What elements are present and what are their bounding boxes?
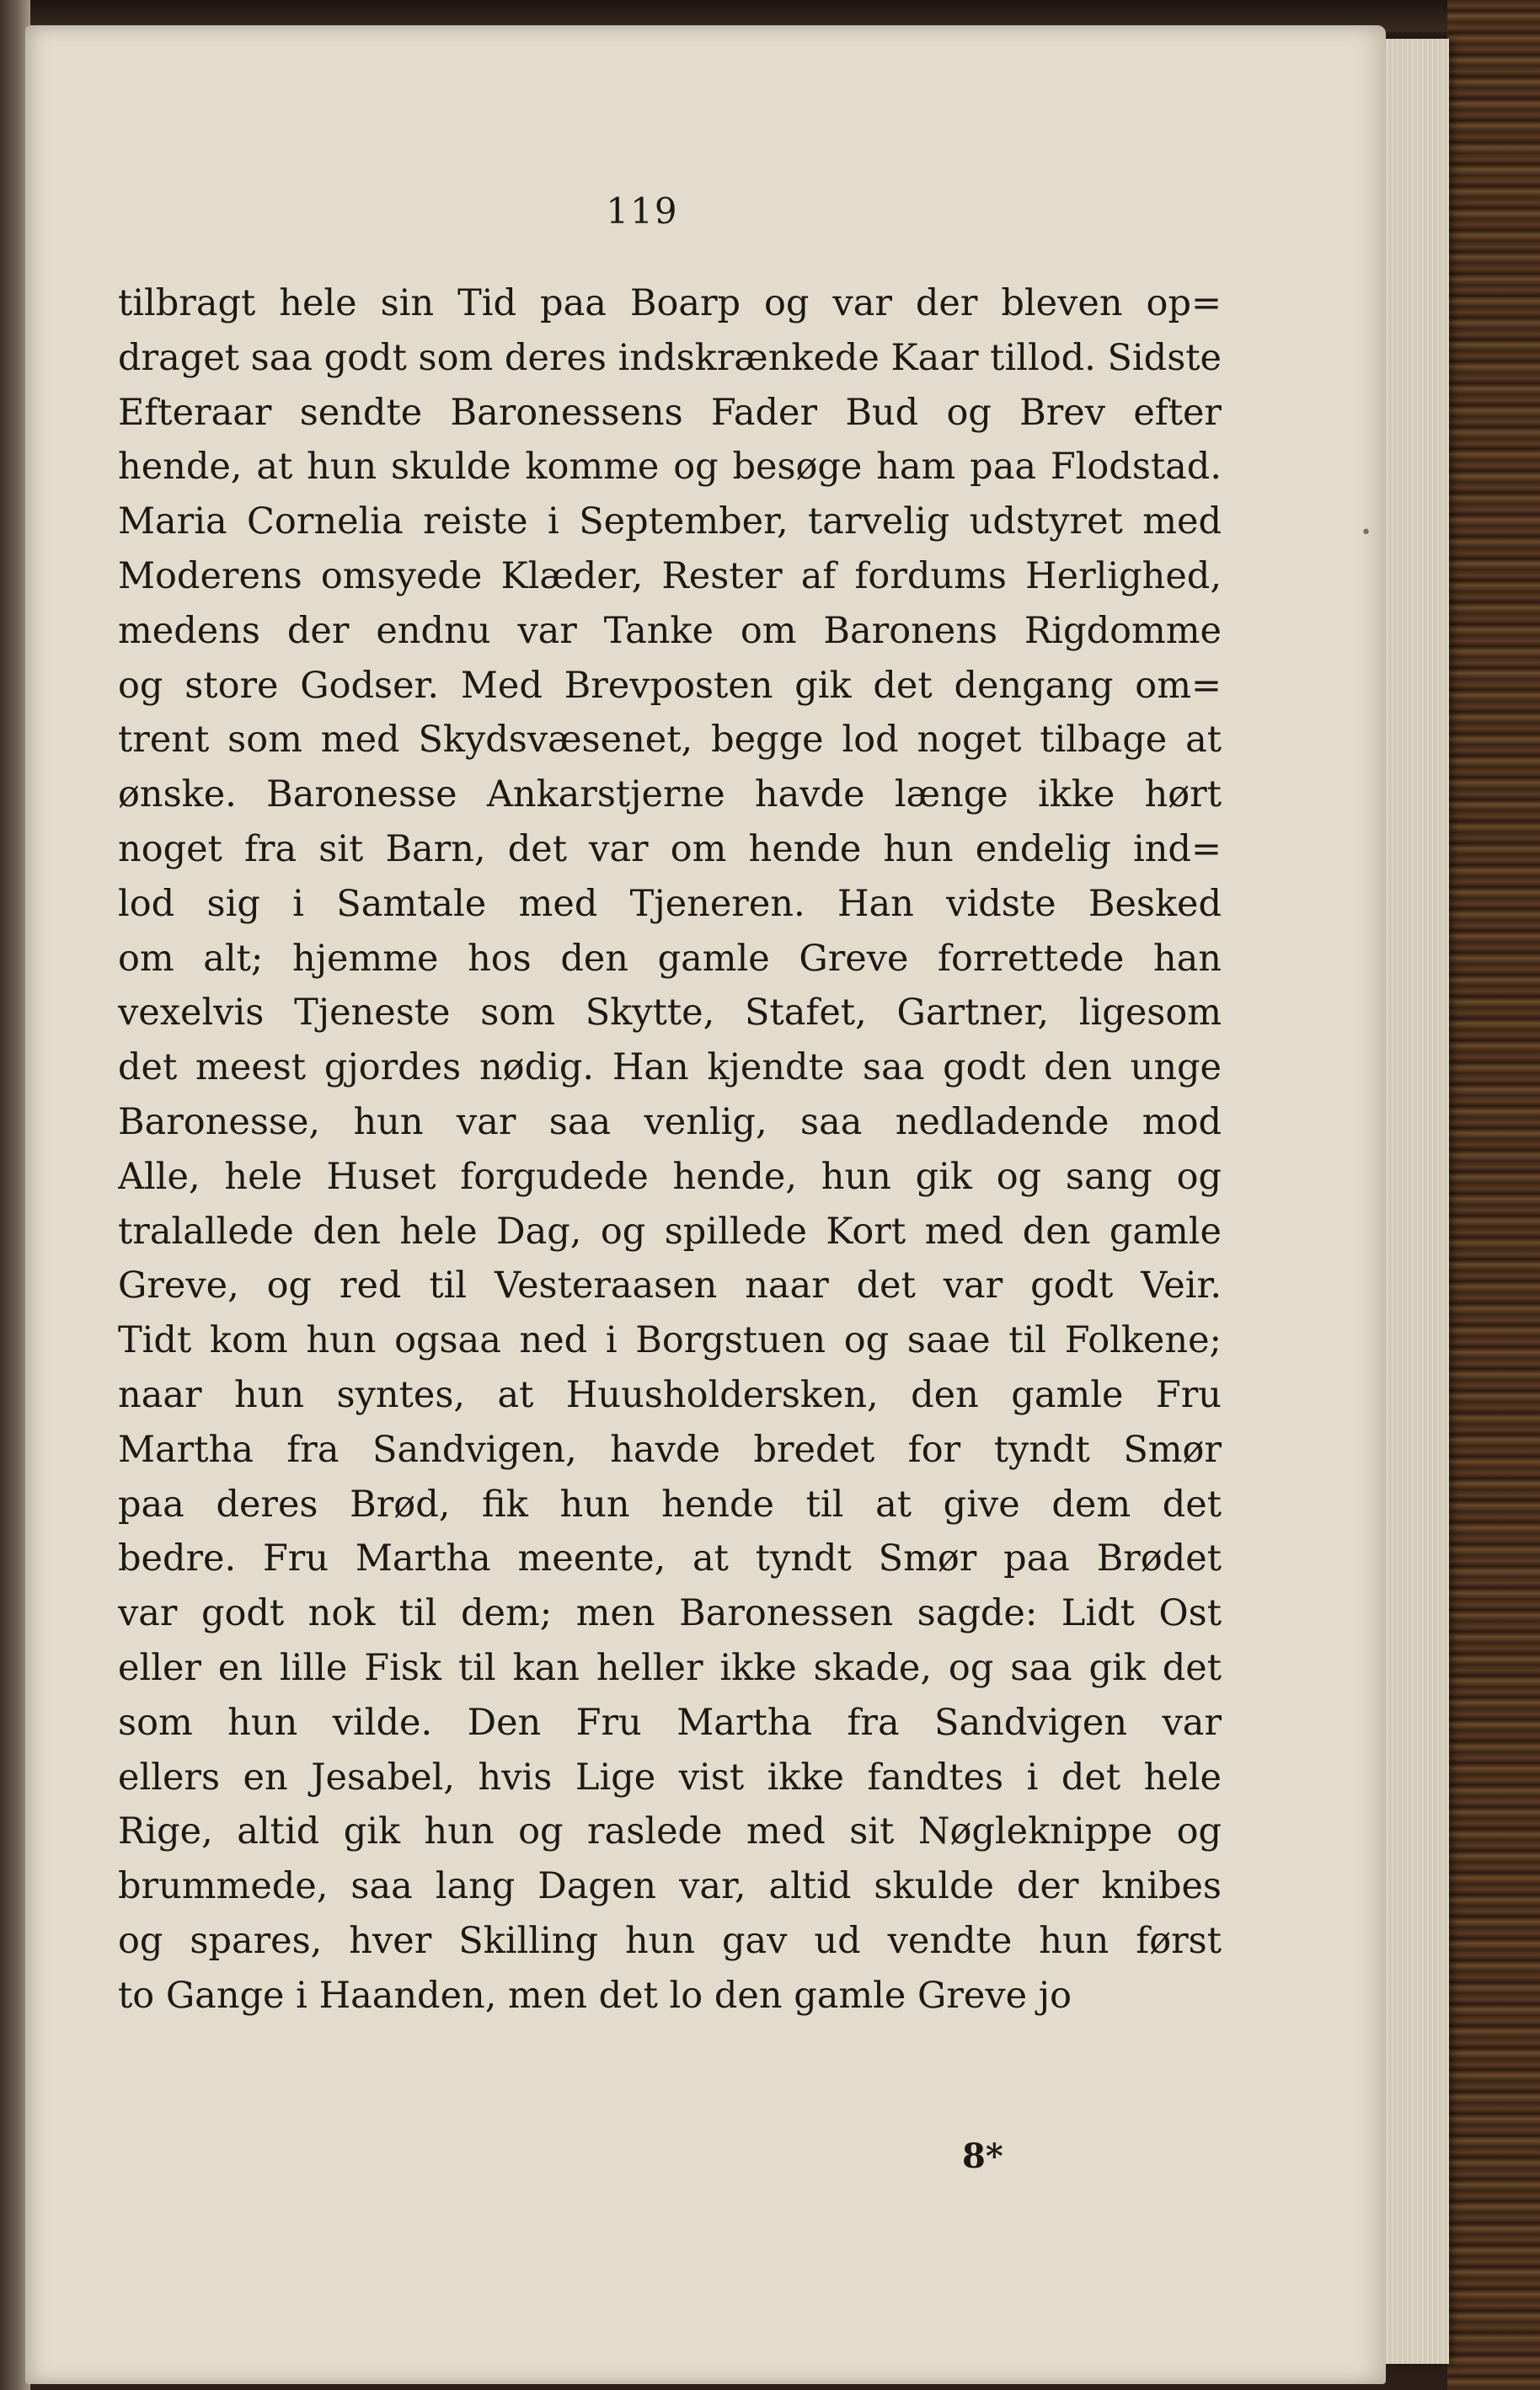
text-line: og store Godser. Med Brevposten gik det dengang om= [118,664,1222,707]
book-cover-edge [1447,0,1540,2390]
text-line: Rige, altid gik hun og raslede med sit Nøgleknippe og [118,1810,1222,1853]
text-line: naar hun syntes, at Huusholdersken, den gamle Fru [118,1373,1222,1416]
text-line: medens der endnu var Tanke om Baronens Rigdomme [118,609,1222,652]
text-line: vexelvis Tjeneste som Skytte, Stafet, Gartner, ligesom [118,992,1222,1035]
text-line: tilbragt hele sin Tid paa Boarp og var der bleven op= [118,282,1222,324]
text-line: ellers en Jesabel, hvis Lige vist ikke fandtes i det hele [118,1756,1222,1799]
text-line: Efteraar sendte Baronessens Fader Bud og Brev efter [118,391,1222,434]
body-text [118,276,1222,2024]
text-line: Martha fra Sandvigen, havde bredet for tyndt Smør [118,1428,1222,1471]
text-line: ønske. Baronesse Ankarstjerne havde længe ikke hørt [118,773,1222,816]
text-line: Alle, hele Huset forgudede hende, hun gik og sang og [118,1155,1222,1198]
text-line: Moderens omsyede Klæder, Rester af fordums Herlighed, [118,554,1222,597]
text-line: lod sig i Samtale med Tjeneren. Han vidste Besked [118,882,1222,925]
text-line: noget fra sit Barn, det var om hende hun endelig ind= [118,827,1222,870]
text-line: brummede, saa lang Dagen var, altid skulde der knibes [118,1865,1222,1908]
text-line: tralallede den hele Dag, og spillede Kort med den gamle [118,1210,1222,1253]
text-line: og spares, hver Skilling hun gav ud vendte hun først [118,1919,1222,1962]
signature-mark: 8* [962,2136,1003,2176]
text-line: trent som med Skydsvæsenet, begge lod noget tilbage at [118,719,1222,762]
paper-speck: • [1361,522,1372,543]
text-line: Maria Cornelia reiste i September, tarvelig udstyret med [118,500,1222,543]
text-line: paa deres Brød, fik hun hende til at give dem det [118,1483,1222,1526]
text-line: eller en lille Fisk til kan heller ikke skade, og saa gik det [118,1646,1222,1689]
text-line: Tidt kom hun ogsaa ned i Borgstuen og saae til Folkene; [118,1319,1222,1362]
text-line: som hun vilde. Den Fru Martha fra Sandvigen var [118,1701,1222,1744]
text-line: var godt nok til dem; men Baronessen sagde: Lidt Ost [118,1592,1222,1635]
text-line: Baronesse, hun var saa venlig, saa nedladende mod [118,1100,1222,1143]
text-line: om alt; hjemme hos den gamle Greve forrettede han [118,937,1222,980]
text-line: draget saa godt som deres indskrænkede Kaar tillod. Sidste [118,336,1222,379]
book-page [25,25,1386,2384]
text-line: Greve, og red til Vesteraasen naar det var godt Veir. [118,1265,1222,1307]
text-line: hende, at hun skulde komme og besøge ham paa Flodstad. [118,446,1222,489]
page-number: 119 [606,190,679,232]
text-line: det meest gjordes nødig. Han kjendte saa godt den unge [118,1046,1222,1089]
text-line: bedre. Fru Martha meente, at tyndt Smør paa Brødet [118,1537,1222,1580]
text-line: to Gange i Haanden, men det lo den gamle Greve jo [118,1974,1072,2017]
